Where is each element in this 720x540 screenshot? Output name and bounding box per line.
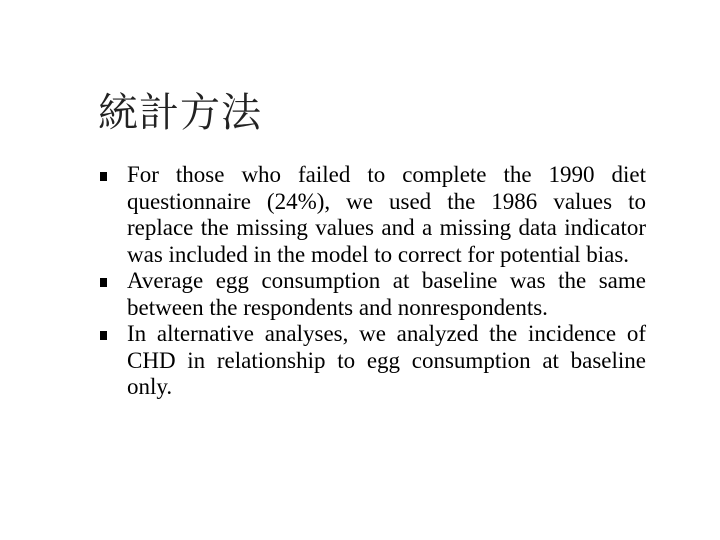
bullet-item — [98, 268, 646, 321]
square-bullet-icon — [100, 172, 107, 181]
bullet-list — [98, 162, 646, 401]
bullet-item — [98, 162, 646, 268]
bullet-text: Average egg consumption at baseline was the same between the respondents and nonrespondents. — [127, 268, 646, 320]
square-bullet-icon — [100, 331, 107, 340]
bullet-text: In alternative analyses, we analyzed the incidence of CHD in relationship to egg consumption at baseline only. — [127, 321, 646, 399]
square-bullet-icon — [100, 278, 107, 287]
bullet-item — [98, 321, 646, 401]
bullet-text: For those who failed to complete the 1990 diet questionnaire (24%), we used the 1986 values to replace the missing values and a missing data indicator was included in the model to correct for potential bias. — [127, 162, 646, 267]
slide-title: 統計方法 — [98, 90, 262, 135]
